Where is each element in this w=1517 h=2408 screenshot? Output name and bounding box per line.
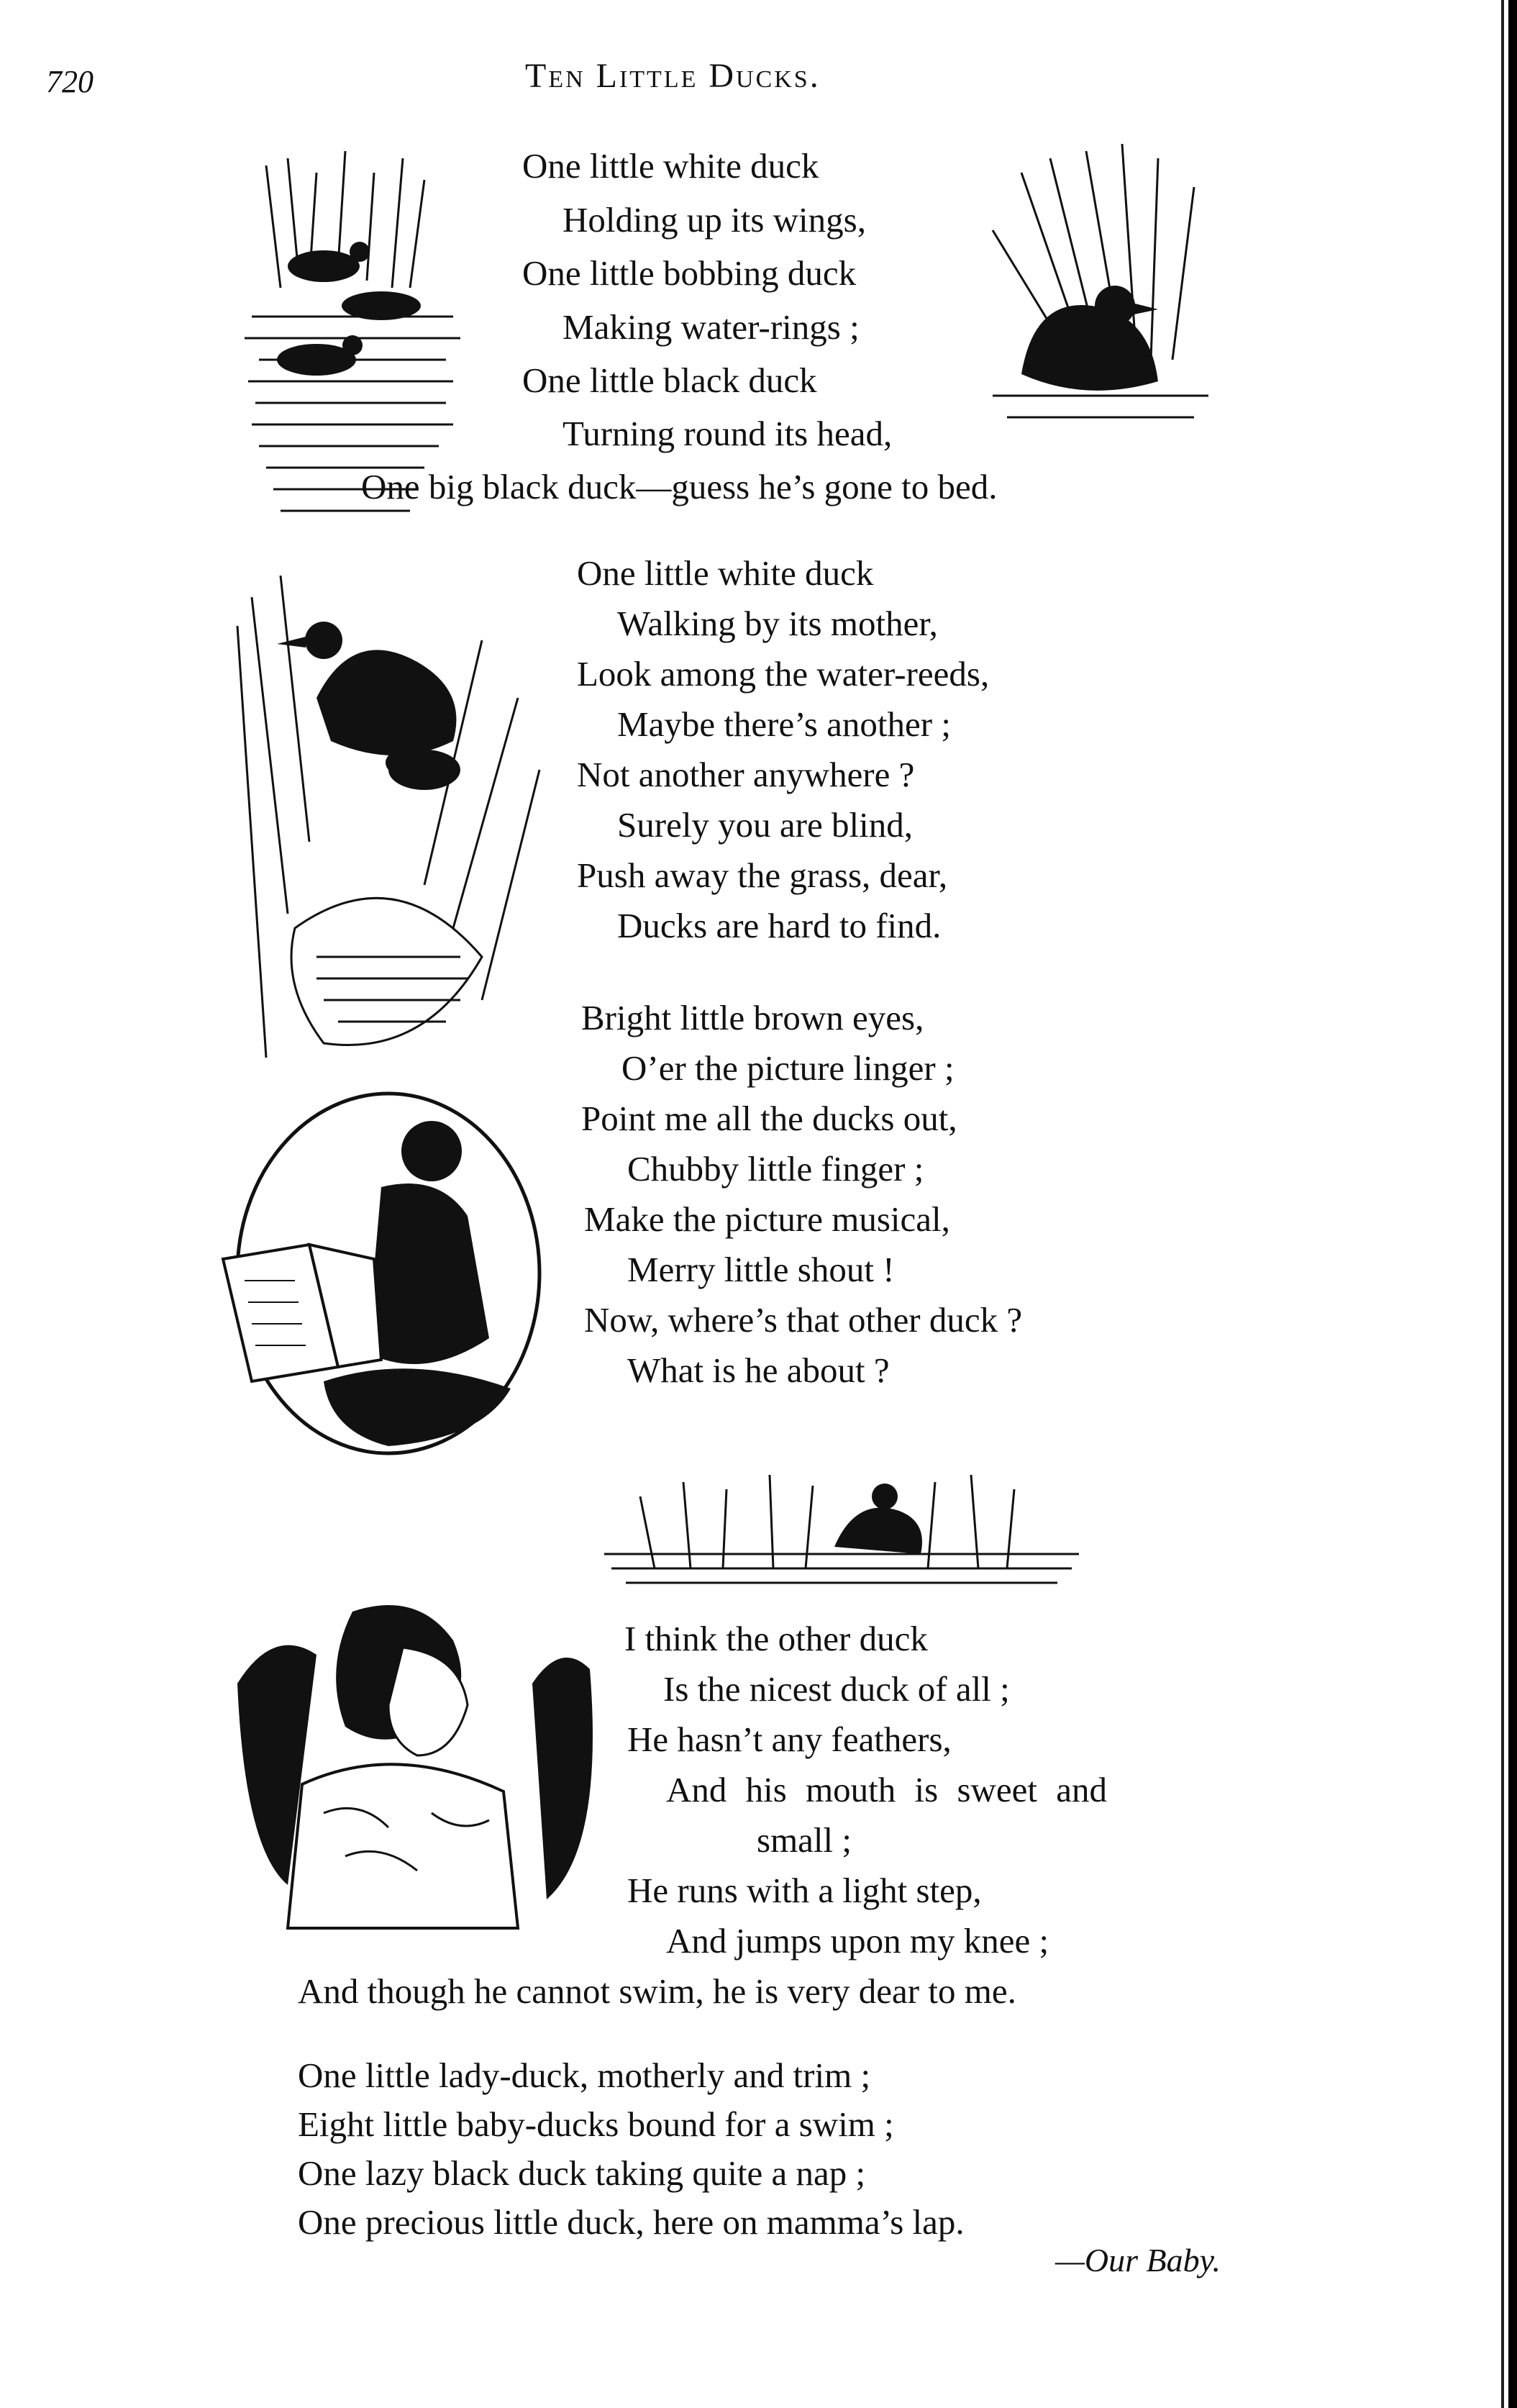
stanza-4-line-2: Is the nicest duck of all ; [663, 1669, 1010, 1709]
black-duck-in-reeds-illustration [978, 144, 1223, 439]
stanza-4-line-3: He hasn’t any feathers, [627, 1719, 952, 1759]
stanza-3-line-5: Make the picture musical, [584, 1199, 950, 1239]
stanza-3-line-1: Bright little brown eyes, [581, 998, 924, 1037]
stanza-2-line-2: Walking by its mother, [617, 604, 938, 643]
stanza-4-line-8: And though he cannot swim, he is very dear to me. [298, 1971, 1016, 2011]
stanza-1-line-1: One little white duck [522, 146, 819, 186]
stanza-5-line-3: One lazy black duck taking quite a nap ; [298, 2153, 866, 2193]
stanza-1-line-7: One big black duck—guess he’s gone to bed. [361, 467, 998, 506]
stanza-3-line-3: Point me all the ducks out, [581, 1099, 957, 1138]
page-title: Ten Little Ducks. [525, 57, 821, 95]
page-edge-shadow [1508, 0, 1517, 2408]
stanza-4-line-6: He runs with a light step, [627, 1871, 982, 1910]
stanza-1-line-2: Holding up its wings, [562, 200, 866, 240]
stanza-3-line-6: Merry little shout ! [627, 1250, 895, 1289]
duck-swimming-illustration [597, 1468, 1086, 1597]
stanza-3-line-2: O’er the picture linger ; [621, 1048, 955, 1088]
stanza-4-line-7: And jumps upon my knee ; [666, 1921, 1049, 1961]
stanza-1-line-4: Making water-rings ; [562, 307, 860, 347]
stanza-2-line-5: Not another anywhere ? [577, 755, 915, 794]
stanza-5-line-2: Eight little baby-ducks bound for a swim ; [298, 2104, 894, 2144]
stanza-1-line-5: One little black duck [522, 360, 817, 400]
stanza-2-line-4: Maybe there’s another ; [617, 704, 951, 744]
stanza-2-line-7: Push away the grass, dear, [577, 855, 948, 895]
child-portrait-illustration [216, 1597, 611, 1950]
attribution: —Our Baby. [1055, 2242, 1221, 2278]
stanza-1-line-3: One little bobbing duck [522, 253, 857, 293]
stanza-3-line-4: Chubby little finger ; [627, 1149, 924, 1189]
page-number: 720 [46, 64, 94, 99]
stanza-3-line-8: What is he about ? [627, 1350, 890, 1390]
stanza-1-line-6: Turning round its head, [562, 414, 893, 453]
girl-reading-book-illustration [209, 1079, 554, 1468]
stanza-4-line-1: I think the other duck [624, 1619, 928, 1658]
stanza-2-line-8: Ducks are hard to find. [617, 906, 942, 945]
page-edge-line [1501, 0, 1504, 2408]
stanza-4-line-4: And his mouth is sweet and [666, 1770, 1108, 1809]
duck-with-duckling-illustration [209, 554, 561, 1108]
stanza-3-line-7: Now, where’s that other duck ? [584, 1300, 1023, 1340]
stanza-2-line-3: Look among the water-reeds, [577, 654, 990, 694]
stanza-2-line-1: One little white duck [577, 553, 874, 593]
stanza-4-line-5: small ; [757, 1820, 852, 1860]
stanza-2-line-6: Surely you are blind, [617, 805, 913, 845]
stanza-5-line-1: One little lady-duck, motherly and trim ; [298, 2055, 871, 2095]
stanza-5-line-4: One precious little duck, here on mamma’s lap. [298, 2202, 965, 2242]
